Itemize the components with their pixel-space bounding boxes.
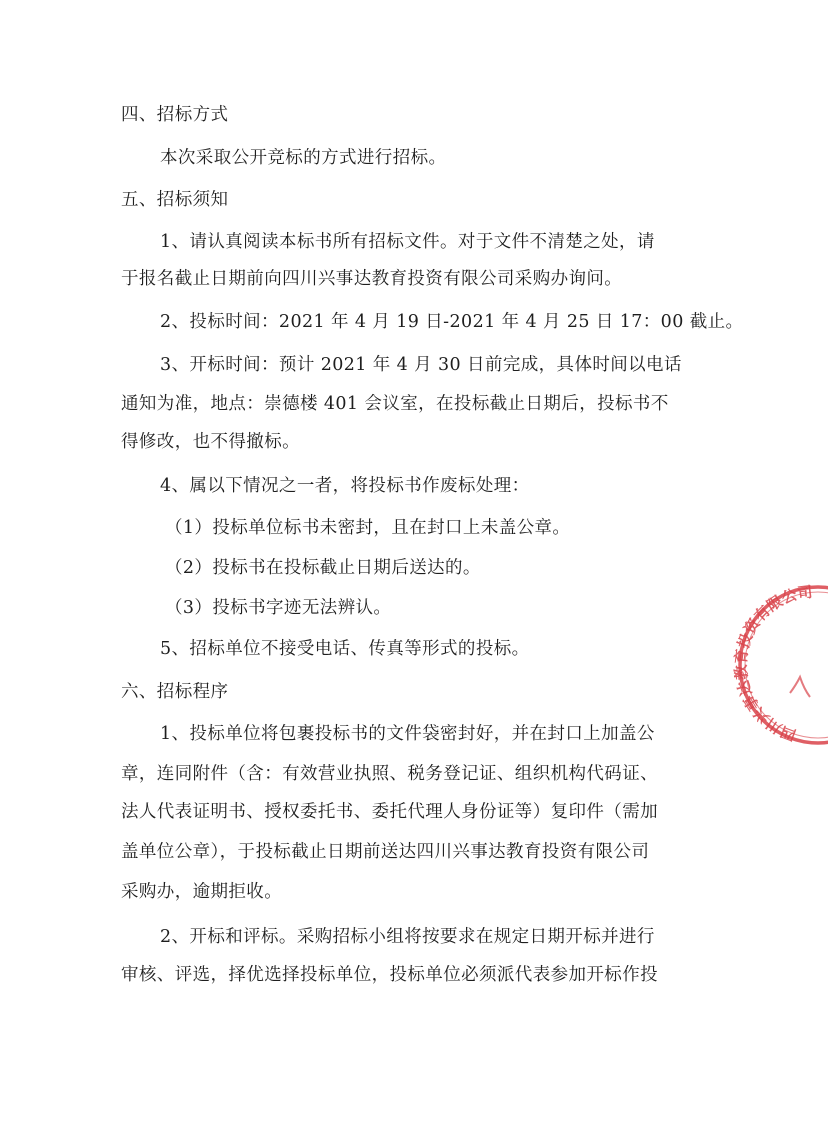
procedure-item-1-line-3: 法人代表证明书、授权委托书、委托代理人身份证等）复印件（需加 bbox=[121, 802, 658, 822]
seal-text: 四川兴事达教育投资有限公司 bbox=[731, 582, 814, 745]
procedure-item-2-line-1: 2、开标和评标。采购招标小组将按要求在规定日期开标并进行 bbox=[160, 927, 655, 947]
notice-item-3-line-1: 3、开标时间：预计 2021 年 4 月 30 日前完成，具体时间以电话 bbox=[160, 355, 682, 375]
section-heading-bidding-method: 四、招标方式 bbox=[121, 105, 229, 125]
procedure-item-1-line-1: 1、投标单位将包裹投标书的文件袋密封好，并在封口上加盖公 bbox=[160, 724, 655, 744]
procedure-item-1-line-5: 采购办，逾期拒收。 bbox=[121, 882, 283, 902]
procedure-item-1-line-2: 章，连同附件（含：有效营业执照、税务登记证、组织机构代码证、 bbox=[121, 764, 658, 784]
section-heading-bidding-notice: 五、招标须知 bbox=[121, 190, 229, 210]
notice-item-4-sub-2: （2）投标书在投标截止日期后送达的。 bbox=[165, 558, 481, 578]
section-heading-bidding-procedure: 六、招标程序 bbox=[121, 682, 229, 702]
notice-item-1-line-2: 于报名截止日期前向四川兴事达教育投资有限公司采购办询问。 bbox=[121, 269, 623, 289]
paragraph-bidding-method: 本次采取公开竞标的方式进行招标。 bbox=[160, 148, 447, 168]
notice-item-1-line-1: 1、请认真阅读本标书所有招标文件。对于文件不清楚之处，请 bbox=[160, 232, 655, 252]
notice-item-3-line-2: 通知为准，地点：崇德楼 401 会议室，在投标截止日期后，投标书不 bbox=[121, 394, 669, 414]
notice-item-4-sub-1: （1）投标单位标书未密封，且在封口上未盖公章。 bbox=[165, 518, 571, 538]
procedure-item-2-line-2: 审核、评选，择优选择投标单位，投标单位必须派代表参加开标作投 bbox=[121, 965, 658, 985]
notice-item-2: 2、投标时间：2021 年 4 月 19 日-2021 年 4 月 25 日 17：00 截止。 bbox=[160, 312, 744, 332]
notice-item-5: 5、招标单位不接受电话、传真等形式的投标。 bbox=[160, 639, 530, 659]
procedure-item-1-line-4: 盖单位公章），于投标截止日期前送达四川兴事达教育投资有限公司 bbox=[121, 842, 650, 862]
notice-item-4: 4、属以下情况之一者，将投标书作废标处理： bbox=[160, 476, 530, 496]
company-seal-stamp bbox=[731, 582, 828, 750]
notice-item-3-line-3: 得修改，也不得撤标。 bbox=[121, 432, 300, 452]
svg-text:四川兴事达教育投资有限公司 bbox=[732, 583, 814, 745]
notice-item-4-sub-3: （3）投标书字迹无法辨认。 bbox=[165, 598, 392, 618]
